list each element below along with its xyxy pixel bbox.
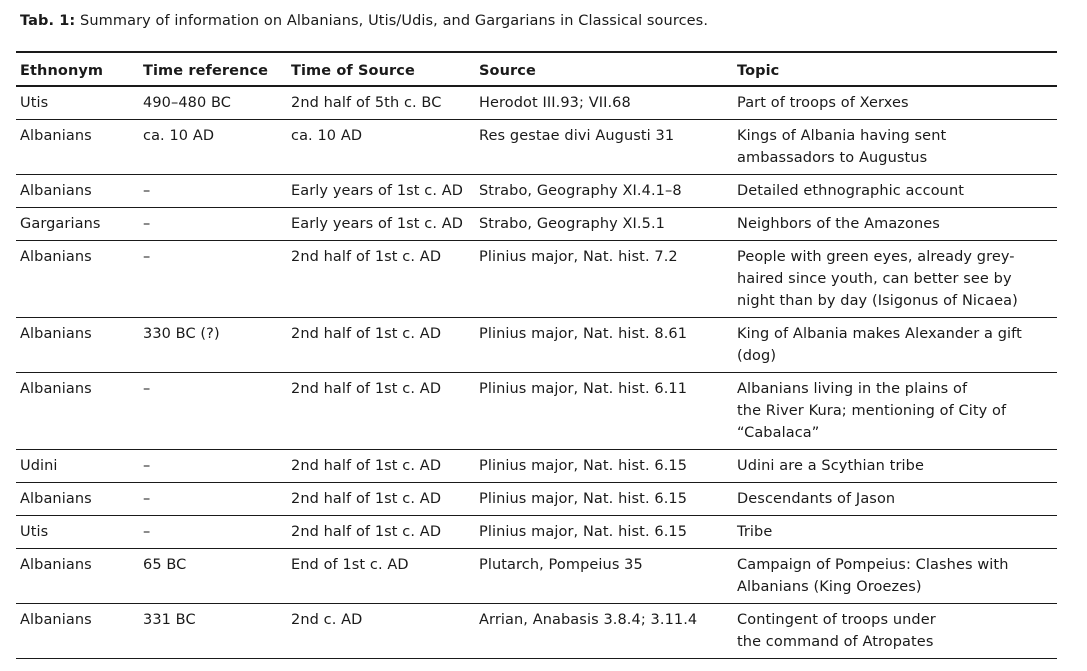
table-row <box>16 450 1057 483</box>
cell-source: Plinius major, Nat. hist. 6.15 <box>479 458 688 474</box>
cell-ethnonym: Albanians <box>20 491 92 507</box>
cell-topic <box>733 208 1057 241</box>
cell-ethnonym: Albanians <box>20 128 92 144</box>
cell-time-reference: – <box>143 458 151 474</box>
cell-topic <box>733 86 1057 120</box>
cell-time-reference: 65 BC <box>143 557 187 573</box>
table-row <box>16 175 1057 208</box>
cell-time-of-source: 2nd half of 1st c. AD <box>291 458 442 474</box>
topic-line: haired since youth, can better see by <box>737 271 1012 287</box>
cell-time-of-source: 2nd half of 1st c. AD <box>291 249 442 265</box>
cell-time-of-source: 2nd half of 5th c. BC <box>291 95 442 111</box>
table-row <box>16 318 1057 373</box>
topic-line: (dog) <box>737 348 777 364</box>
cell-topic <box>733 549 1057 604</box>
topic-line: Albanians (King Oroezes) <box>737 579 922 595</box>
cell-source: Plutarch, Pompeius 35 <box>479 557 643 573</box>
cell-source: Strabo, Geography XI.4.1–8 <box>479 183 682 199</box>
cell-ethnonym: Albanians <box>20 557 92 573</box>
cell-source: Plinius major, Nat. hist. 7.2 <box>479 249 678 265</box>
cell-source: Plinius major, Nat. hist. 8.61 <box>479 326 688 342</box>
topic-line: Albanians living in the plains of <box>737 381 968 397</box>
table-row <box>16 120 1057 175</box>
cell-topic <box>733 373 1057 450</box>
cell-time-of-source: ca. 10 AD <box>291 128 363 144</box>
table-row <box>16 604 1057 659</box>
cell-source: Res gestae divi Augusti 31 <box>479 128 675 144</box>
cell-ethnonym: Albanians <box>20 326 92 342</box>
cell-time-reference: – <box>143 524 151 540</box>
cell-time-of-source: 2nd half of 1st c. AD <box>291 524 442 540</box>
cell-topic <box>733 120 1057 175</box>
cell-time-reference: – <box>143 183 151 199</box>
sources-table <box>16 51 1057 659</box>
cell-ethnonym: Albanians <box>20 249 92 265</box>
table-body <box>16 86 1057 659</box>
table-row <box>16 516 1057 549</box>
cell-topic <box>733 175 1057 208</box>
topic-line: night than by day (Isigonus of Nicaea) <box>737 293 1018 309</box>
cell-time-of-source: 2nd half of 1st c. AD <box>291 491 442 507</box>
cell-source: Plinius major, Nat. hist. 6.15 <box>479 524 688 540</box>
caption-text: Summary of information on Albanians, Utis/Udis, and Gargarians in Classical sources. <box>75 13 709 29</box>
header-source: Source <box>479 63 536 79</box>
cell-topic <box>733 450 1057 483</box>
cell-time-reference: ca. 10 AD <box>143 128 215 144</box>
cell-ethnonym: Udini <box>20 458 58 474</box>
topic-line: ambassadors to Augustus <box>737 150 928 166</box>
cell-source: Arrian, Anabasis 3.8.4; 3.11.4 <box>479 612 698 628</box>
cell-source: Plinius major, Nat. hist. 6.15 <box>479 491 688 507</box>
topic-line: Contingent of troops under <box>737 612 936 628</box>
cell-time-of-source: End of 1st c. AD <box>291 557 409 573</box>
cell-time-reference: – <box>143 249 151 265</box>
topic-line: Part of troops of Xerxes <box>737 95 909 111</box>
topic-line: Kings of Albania having sent <box>737 128 947 144</box>
cell-time-reference: 330 BC (?) <box>143 326 220 342</box>
cell-topic <box>733 516 1057 549</box>
topic-line: Tribe <box>737 524 773 540</box>
topic-line: Neighbors of the Amazones <box>737 216 940 232</box>
cell-ethnonym: Utis <box>20 95 49 111</box>
topic-line: Campaign of Pompeius: Clashes with <box>737 557 1009 573</box>
table-row <box>16 86 1057 120</box>
cell-time-of-source: 2nd half of 1st c. AD <box>291 381 442 397</box>
topic-line: “Cabalaca” <box>737 425 820 441</box>
caption-label: Tab. 1: <box>20 13 76 29</box>
cell-ethnonym: Albanians <box>20 183 92 199</box>
cell-time-reference: 331 BC <box>143 612 196 628</box>
cell-topic <box>733 604 1057 659</box>
topic-line: Udini are a Scythian tribe <box>737 458 924 474</box>
cell-time-of-source: 2nd c. AD <box>291 612 363 628</box>
cell-ethnonym: Albanians <box>20 612 92 628</box>
cell-source: Plinius major, Nat. hist. 6.11 <box>479 381 688 397</box>
cell-source: Herodot III.93; VII.68 <box>479 95 631 111</box>
cell-time-reference: 490–480 BC <box>143 95 232 111</box>
header-row <box>16 52 1057 86</box>
cell-topic <box>733 318 1057 373</box>
topic-line: the River Kura; mentioning of City of <box>737 403 1007 419</box>
cell-ethnonym: Gargarians <box>20 216 101 232</box>
header-time-reference: Time reference <box>143 63 269 79</box>
table-row <box>16 549 1057 604</box>
cell-topic <box>733 241 1057 318</box>
cell-time-of-source: Early years of 1st c. AD <box>291 216 464 232</box>
table-row <box>16 241 1057 318</box>
topic-line: the command of Atropates <box>737 634 934 650</box>
cell-time-reference: – <box>143 216 151 232</box>
topic-line: People with green eyes, already grey- <box>737 249 1015 265</box>
header-time-of-source: Time of Source <box>291 63 415 79</box>
cell-ethnonym: Albanians <box>20 381 92 397</box>
header-ethnonym: Ethnonym <box>20 63 104 79</box>
table-row <box>16 483 1057 516</box>
table-row <box>16 208 1057 241</box>
topic-line: Detailed ethnographic account <box>737 183 965 199</box>
cell-time-of-source: Early years of 1st c. AD <box>291 183 464 199</box>
cell-source: Strabo, Geography XI.5.1 <box>479 216 665 232</box>
topic-line: King of Albania makes Alexander a gift <box>737 326 1022 342</box>
topic-line: Descendants of Jason <box>737 491 896 507</box>
table-row <box>16 373 1057 450</box>
table-caption <box>20 13 708 29</box>
cell-time-reference: – <box>143 491 151 507</box>
cell-topic <box>733 483 1057 516</box>
cell-time-reference: – <box>143 381 151 397</box>
table-header <box>16 52 1057 86</box>
cell-time-of-source: 2nd half of 1st c. AD <box>291 326 442 342</box>
header-topic: Topic <box>737 63 780 79</box>
cell-ethnonym: Utis <box>20 524 49 540</box>
